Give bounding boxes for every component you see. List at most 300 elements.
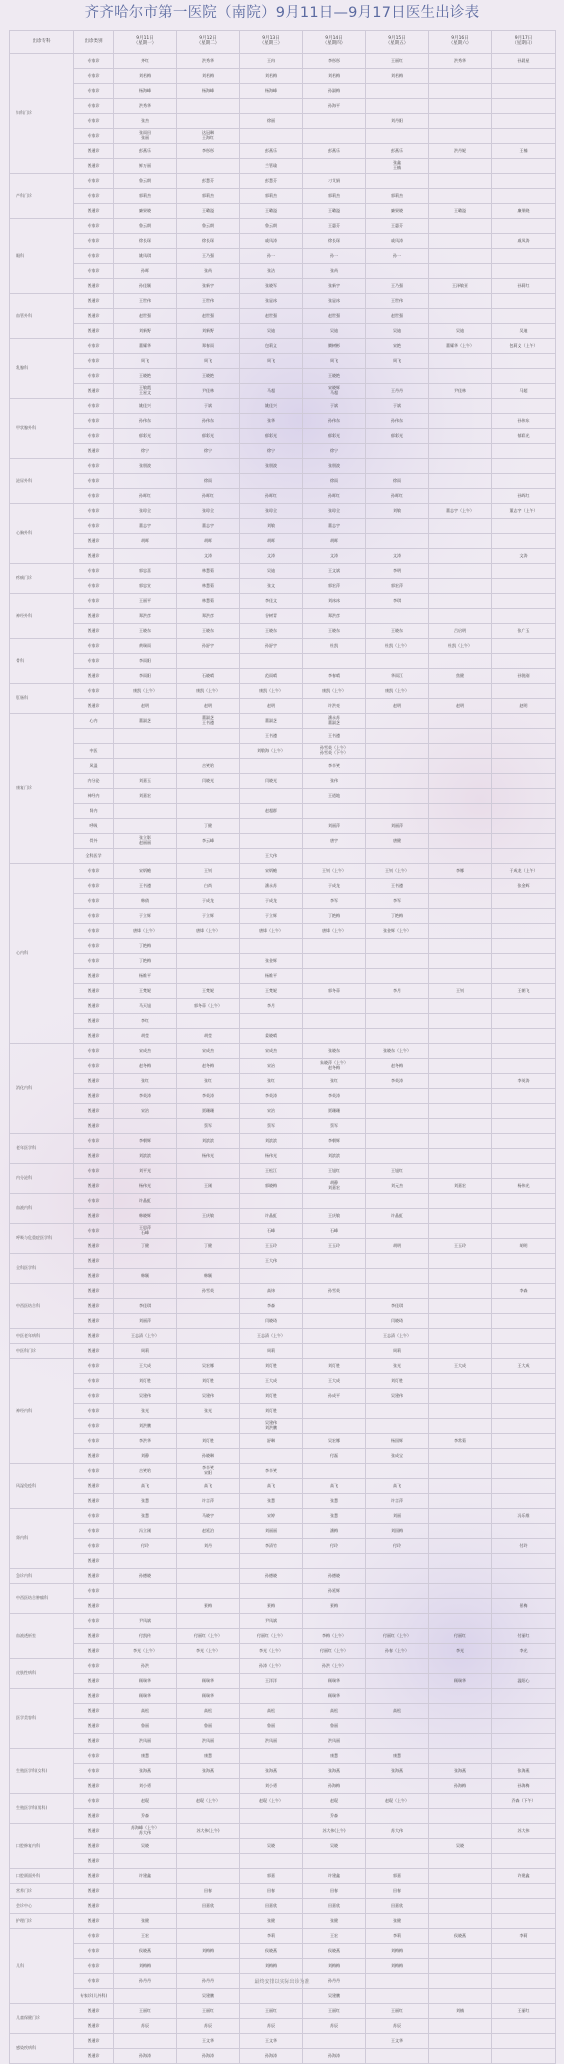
- doctor-cell: 王文华: [240, 2034, 303, 2049]
- schedule-row: [10, 1299, 556, 1314]
- visit-type-cell: 全科医学: [74, 849, 114, 864]
- doctor-cell: [114, 2034, 177, 2049]
- doctor-cell: 贾珊珊: [303, 1104, 366, 1119]
- doctor-cell: 华雨江: [366, 669, 429, 684]
- doctor-cell: 李雨阳: [114, 654, 177, 669]
- doctor-cell: 丁健: [114, 1239, 177, 1254]
- schedule-row: [10, 1344, 556, 1359]
- department-cell: 康复门诊: [10, 714, 74, 864]
- doctor-cell: 康凯（上午）: [303, 684, 366, 699]
- doctor-cell: 刘滨滨: [303, 1149, 366, 1164]
- department-cell: 营养门诊: [10, 1884, 74, 1899]
- doctor-cell: 王玉玲: [303, 1239, 366, 1254]
- doctor-cell: [492, 729, 556, 744]
- doctor-cell: 鲁云朗: [177, 219, 240, 234]
- doctor-cell: 康凯（上午）: [366, 684, 429, 699]
- department-cell: 血管外科: [10, 294, 74, 339]
- doctor-cell: 刘滨滨: [240, 1134, 303, 1149]
- doctor-cell: 赵明: [240, 699, 303, 714]
- doctor-cell: 于成龙（上午）: [492, 864, 556, 879]
- doctor-cell: [366, 939, 429, 954]
- visit-type-cell: 普通诊: [74, 1179, 114, 1194]
- doctor-cell: 刘梅梅: [240, 1959, 303, 1974]
- doctor-cell: [429, 189, 492, 204]
- doctor-cell: 王钊: [177, 864, 240, 879]
- doctor-cell: [114, 819, 177, 834]
- doctor-cell: 许言萍: [177, 1494, 240, 1509]
- doctor-cell: [429, 939, 492, 954]
- schedule-row: [10, 759, 556, 774]
- doctor-cell: 孙丹丹: [177, 1974, 240, 1989]
- doctor-cell: 赵世强: [303, 309, 366, 324]
- visit-type-cell: 专家诊: [74, 1134, 114, 1149]
- doctor-cell: [177, 99, 240, 114]
- doctor-cell: 顾瑞华: [429, 1674, 492, 1689]
- doctor-cell: 王大伟: [240, 1254, 303, 1269]
- doctor-cell: 杨伟光: [240, 1149, 303, 1164]
- doctor-cell: 唐烽（上午）: [303, 924, 366, 939]
- doctor-cell: 张慧: [114, 1494, 177, 1509]
- doctor-cell: 张芮: [303, 264, 366, 279]
- doctor-cell: [492, 849, 556, 864]
- doctor-cell: 王乃强: [366, 279, 429, 294]
- visit-type-cell: 呼吸: [74, 819, 114, 834]
- doctor-cell: 孙海梅: [303, 1779, 366, 1794]
- doctor-cell: 王丽红: [114, 2004, 177, 2019]
- doctor-cell: [303, 1014, 366, 1029]
- doctor-cell: [492, 459, 556, 474]
- visit-type-cell: 普通诊: [74, 669, 114, 684]
- doctor-cell: [492, 1194, 556, 1209]
- schedule-row: [10, 924, 556, 939]
- doctor-cell: [429, 234, 492, 249]
- doctor-cell: 李琪: [366, 594, 429, 609]
- doctor-cell: 蔡军: [303, 1119, 366, 1134]
- doctor-cell: [303, 2034, 366, 2049]
- department-cell: 内分泌科: [10, 1164, 74, 1194]
- doctor-cell: [114, 1899, 177, 1914]
- doctor-cell: 王大成: [429, 1359, 492, 1374]
- visit-type-cell: 普通诊: [74, 1719, 114, 1734]
- doctor-cell: 郑洪彦: [303, 609, 366, 624]
- doctor-cell: 王世伟: [366, 294, 429, 309]
- schedule-row: [10, 804, 556, 819]
- visit-type-cell: [74, 729, 114, 744]
- doctor-cell: 景梅: [303, 1599, 366, 1614]
- doctor-cell: 李莉: [492, 1929, 556, 1944]
- schedule-row: [10, 654, 556, 669]
- doctor-cell: 王晓东: [240, 624, 303, 639]
- visit-type-cell: 专家诊: [74, 1764, 114, 1779]
- doctor-cell: 王书遵: [114, 879, 177, 894]
- doctor-cell: [240, 759, 303, 774]
- doctor-cell: 丁艳梅: [366, 909, 429, 924]
- doctor-cell: 包莉义（上午）: [492, 339, 556, 354]
- doctor-cell: 洪凤丽: [114, 1734, 177, 1749]
- doctor-cell: 张显冰: [303, 294, 366, 309]
- doctor-cell: [492, 444, 556, 459]
- doctor-cell: 高飞: [240, 1479, 303, 1494]
- doctor-cell: 文涛: [366, 549, 429, 564]
- doctor-cell: [303, 804, 366, 819]
- doctor-cell: 鲁云朗: [114, 219, 177, 234]
- doctor-cell: [303, 1404, 366, 1419]
- doctor-cell: 刘滨滨: [114, 1149, 177, 1164]
- schedule-row: [10, 1074, 556, 1089]
- doctor-cell: 康慧: [303, 1749, 366, 1764]
- doctor-cell: 付玲: [492, 1539, 556, 1554]
- doctor-cell: 唐健: [366, 834, 429, 849]
- doctor-cell: [492, 1809, 556, 1824]
- doctor-cell: 王梵妮: [240, 984, 303, 999]
- doctor-cell: [429, 1689, 492, 1704]
- doctor-cell: 冯立刚: [114, 1524, 177, 1539]
- doctor-cell: 孙海梅: [429, 1779, 492, 1794]
- doctor-cell: 顾瑞华: [177, 1674, 240, 1689]
- doctor-cell: 于成龙: [240, 894, 303, 909]
- visit-type-cell: 专家诊: [74, 1434, 114, 1449]
- schedule-row: [10, 429, 556, 444]
- schedule-row: [10, 384, 556, 399]
- doctor-cell: 王楠: [492, 144, 556, 159]
- doctor-cell: [492, 1944, 556, 1959]
- doctor-cell: [366, 1089, 429, 1104]
- doctor-cell: 宋治: [114, 1104, 177, 1119]
- visit-type-cell: 普通诊: [74, 279, 114, 294]
- doctor-cell: 刘敏: [366, 504, 429, 519]
- doctor-cell: [429, 759, 492, 774]
- doctor-cell: [429, 1569, 492, 1584]
- doctor-cell: 王文斌: [303, 564, 366, 579]
- doctor-cell: 张晓东: [303, 1044, 366, 1059]
- schedule-row: [10, 1434, 556, 1449]
- doctor-cell: [177, 1584, 240, 1599]
- doctor-cell: 李英涛: [492, 1074, 556, 1089]
- schedule-row: [10, 459, 556, 474]
- doctor-cell: [492, 1494, 556, 1509]
- visit-type-cell: 专家诊: [74, 1194, 114, 1209]
- doctor-cell: [303, 129, 366, 144]
- doctor-cell: 赵超群: [240, 804, 303, 819]
- doctor-cell: 张芮: [177, 264, 240, 279]
- visit-type-cell: 普通诊: [74, 1914, 114, 1929]
- doctor-cell: [429, 1224, 492, 1239]
- doctor-cell: [177, 459, 240, 474]
- schedule-row: [10, 894, 556, 909]
- schedule-row: [10, 1479, 556, 1494]
- doctor-cell: 景梅: [240, 1599, 303, 1614]
- doctor-cell: 孙海平: [303, 99, 366, 114]
- doctor-cell: 顾瑞华: [177, 1689, 240, 1704]
- header-day: 9月14日 （星期四）: [303, 31, 366, 54]
- visit-type-cell: 普通诊: [74, 444, 114, 459]
- department-cell: 乳腺科: [10, 339, 74, 399]
- doctor-cell: [492, 564, 556, 579]
- doctor-cell: [177, 1659, 240, 1674]
- doctor-cell: [492, 1029, 556, 1044]
- doctor-cell: [492, 519, 556, 534]
- visit-type-cell: 普通诊: [74, 1824, 114, 1839]
- doctor-cell: [492, 1404, 556, 1419]
- doctor-cell: 吴建伟 刘洪鹏: [240, 1419, 303, 1434]
- doctor-cell: 焦健: [429, 669, 492, 684]
- doctor-cell: 郁彩光: [240, 429, 303, 444]
- doctor-cell: 唐烽（上午）: [240, 924, 303, 939]
- department-cell: 口腔修复内科: [10, 1824, 74, 1869]
- department-cell: 心内科: [10, 864, 74, 1044]
- doctor-cell: 徐长琛: [177, 234, 240, 249]
- doctor-cell: 李月: [240, 999, 303, 1014]
- visit-type-cell: 专家诊: [74, 1059, 114, 1074]
- doctor-cell: [114, 1884, 177, 1899]
- doctor-cell: [114, 549, 177, 564]
- doctor-cell: 乔森: [114, 1809, 177, 1824]
- doctor-cell: [366, 129, 429, 144]
- doctor-cell: 张伟: [303, 774, 366, 789]
- doctor-cell: [492, 1659, 556, 1674]
- doctor-cell: 孙伟东: [366, 414, 429, 429]
- doctor-cell: [240, 1749, 303, 1764]
- doctor-cell: [429, 474, 492, 489]
- doctor-cell: 刘若梅: [303, 69, 366, 84]
- doctor-cell: 韩颖: [177, 1269, 240, 1284]
- doctor-cell: [177, 1329, 240, 1344]
- doctor-cell: 丁健: [177, 1239, 240, 1254]
- doctor-cell: [429, 684, 492, 699]
- doctor-cell: [303, 1194, 366, 1209]
- visit-type-cell: 专家诊: [74, 99, 114, 114]
- schedule-row: [10, 1209, 556, 1224]
- doctor-cell: 孙莉红: [492, 279, 556, 294]
- visit-type-cell: 普通诊: [74, 1854, 114, 1869]
- doctor-cell: 王道地: [303, 789, 366, 804]
- doctor-cell: 宋晓辉 马超: [303, 384, 366, 399]
- doctor-cell: [114, 1554, 177, 1569]
- doctor-cell: 董淑芝: [240, 714, 303, 729]
- doctor-cell: 李月: [366, 984, 429, 999]
- visit-type-cell: 普通诊: [74, 1269, 114, 1284]
- visit-type-cell: 专家诊: [74, 459, 114, 474]
- doctor-cell: 刘灯胜: [114, 1374, 177, 1389]
- doctor-cell: 刘灯胜: [240, 1404, 303, 1419]
- schedule-row: [10, 774, 556, 789]
- doctor-cell: [177, 1419, 240, 1434]
- schedule-row: [10, 1659, 556, 1674]
- doctor-cell: [429, 264, 492, 279]
- schedule-row: [10, 1944, 556, 1959]
- doctor-cell: 孙一: [303, 249, 366, 264]
- schedule-row: [10, 1794, 556, 1809]
- doctor-cell: [492, 1059, 556, 1074]
- doctor-cell: [114, 804, 177, 819]
- doctor-cell: 李辛笑: [240, 1464, 303, 1479]
- doctor-cell: [177, 1314, 240, 1329]
- department-cell: 泌尿外科: [10, 459, 74, 504]
- doctor-cell: [429, 1809, 492, 1824]
- visit-type-cell: 专家诊: [74, 879, 114, 894]
- doctor-cell: 鲁丽: [114, 1719, 177, 1734]
- schedule-row: [10, 489, 556, 504]
- schedule-row: [10, 1899, 556, 1914]
- doctor-cell: 鲁云朗: [114, 174, 177, 189]
- doctor-cell: 刘丽: [366, 1509, 429, 1524]
- visit-type-cell: 普通诊: [74, 159, 114, 174]
- schedule-row: [10, 789, 556, 804]
- doctor-cell: [240, 1989, 303, 2004]
- doctor-cell: 李光（上午）: [177, 1644, 240, 1659]
- doctor-cell: 付凯传: [114, 1629, 177, 1644]
- doctor-cell: [429, 909, 492, 924]
- schedule-row: [10, 1599, 556, 1614]
- doctor-cell: 侯晓燕: [114, 1944, 177, 1959]
- department-cell: 生殖医学科(男科): [10, 1794, 74, 1824]
- doctor-cell: [177, 114, 240, 129]
- doctor-cell: [177, 1929, 240, 1944]
- doctor-cell: 李雨阳: [114, 669, 177, 684]
- schedule-row: [10, 1779, 556, 1794]
- doctor-cell: [429, 519, 492, 534]
- doctor-cell: 于立辉: [240, 909, 303, 924]
- doctor-cell: 付丽红（上午）: [303, 1644, 366, 1659]
- doctor-cell: 苏辰: [303, 2019, 366, 2034]
- doctor-cell: [114, 759, 177, 774]
- doctor-cell: 杨海峰: [114, 84, 177, 99]
- doctor-cell: [303, 1854, 366, 1869]
- doctor-cell: [492, 354, 556, 369]
- doctor-cell: 高松: [303, 1704, 366, 1719]
- department-cell: 会诊中心: [10, 1899, 74, 1914]
- doctor-cell: 徐宁: [240, 444, 303, 459]
- doctor-cell: 李莉: [240, 1929, 303, 1944]
- schedule-row: [10, 1494, 556, 1509]
- doctor-cell: 王宏: [114, 1929, 177, 1944]
- doctor-cell: [366, 459, 429, 474]
- doctor-cell: [303, 1269, 366, 1284]
- doctor-cell: 李娜: [429, 864, 492, 879]
- visit-type-cell: 专家诊: [74, 1539, 114, 1554]
- schedule-row: [10, 699, 556, 714]
- doctor-cell: [366, 534, 429, 549]
- doctor-cell: 王璐溢: [429, 204, 492, 219]
- doctor-cell: [492, 294, 556, 309]
- doctor-cell: 孙海涛: [240, 2049, 303, 2064]
- schedule-table: [9, 30, 556, 2064]
- doctor-cell: 王庆敏: [177, 1209, 240, 1224]
- doctor-cell: [492, 129, 556, 144]
- doctor-cell: 戚凤涛: [492, 234, 556, 249]
- doctor-cell: 石峰: [240, 1224, 303, 1239]
- doctor-cell: 张晓东（上午）: [366, 1044, 429, 1059]
- doctor-cell: 马晓宇: [177, 1509, 240, 1524]
- doctor-cell: [177, 969, 240, 984]
- doctor-cell: 侯晓燕: [240, 1944, 303, 1959]
- doctor-cell: 李军: [366, 894, 429, 909]
- doctor-cell: 刘平光: [114, 1164, 177, 1179]
- doctor-cell: [429, 1449, 492, 1464]
- visit-type-cell: 普通诊: [74, 1149, 114, 1164]
- visit-type-cell: 专家诊: [74, 1164, 114, 1179]
- doctor-cell: 吕启明: [429, 624, 492, 639]
- doctor-cell: 胡明: [492, 1239, 556, 1254]
- department-cell: 消化内科: [10, 1044, 74, 1134]
- doctor-cell: 杨国辉: [366, 1434, 429, 1449]
- schedule-row: [10, 2019, 556, 2034]
- schedule-row: [10, 474, 556, 489]
- schedule-row: [10, 1089, 556, 1104]
- doctor-cell: 王璐溢: [303, 204, 366, 219]
- doctor-cell: 张琼全: [240, 504, 303, 519]
- doctor-cell: 郭莉杰: [240, 189, 303, 204]
- visit-type-cell: 普通诊: [74, 1689, 114, 1704]
- doctor-cell: 董淑芝: [114, 714, 177, 729]
- doctor-cell: 赵琨: [114, 1794, 177, 1809]
- doctor-cell: [429, 219, 492, 234]
- visit-type-cell: 专家诊: [74, 339, 114, 354]
- doctor-cell: [429, 1059, 492, 1074]
- doctor-cell: 唐烽（上午）: [177, 924, 240, 939]
- doctor-cell: [492, 1149, 556, 1164]
- doctor-cell: 张光: [366, 1359, 429, 1374]
- doctor-cell: 王朝飞: [492, 984, 556, 999]
- doctor-cell: [492, 1584, 556, 1599]
- doctor-cell: [429, 174, 492, 189]
- doctor-cell: [303, 1419, 366, 1434]
- schedule-row: [10, 519, 556, 534]
- doctor-cell: 赵明: [492, 699, 556, 714]
- doctor-cell: 孙德晓: [114, 1569, 177, 1584]
- doctor-cell: [429, 309, 492, 324]
- doctor-cell: 李英涛: [366, 1074, 429, 1089]
- doctor-cell: 谷树青: [240, 609, 303, 624]
- schedule-row: [10, 279, 556, 294]
- doctor-cell: [366, 1269, 429, 1284]
- visit-type-cell: 普通诊: [74, 1239, 114, 1254]
- doctor-cell: 高飞: [303, 1479, 366, 1494]
- doctor-cell: [366, 174, 429, 189]
- doctor-cell: 鲁丽: [240, 1719, 303, 1734]
- doctor-cell: [429, 1194, 492, 1209]
- doctor-cell: 郁彩光: [303, 429, 366, 444]
- visit-type-cell: 专家诊: [74, 1959, 114, 1974]
- doctor-cell: 王文华: [177, 2034, 240, 2049]
- schedule-row: [10, 1119, 556, 1134]
- doctor-cell: 郭莉杰: [366, 189, 429, 204]
- visit-type-cell: 专家诊: [74, 399, 114, 414]
- doctor-cell: [429, 1329, 492, 1344]
- doctor-cell: 潘梅: [303, 1524, 366, 1539]
- doctor-cell: 闫晓光: [177, 774, 240, 789]
- doctor-cell: [177, 1914, 240, 1929]
- doctor-cell: [366, 954, 429, 969]
- schedule-row: [10, 954, 556, 969]
- schedule-row: [10, 1719, 556, 1734]
- doctor-cell: [177, 1839, 240, 1854]
- doctor-cell: 高松: [366, 1704, 429, 1719]
- visit-type-cell: 专家诊: [74, 354, 114, 369]
- doctor-cell: [303, 999, 366, 1014]
- doctor-cell: [429, 594, 492, 609]
- doctor-cell: 王庆敏: [303, 1209, 366, 1224]
- doctor-cell: [492, 684, 556, 699]
- doctor-cell: 刘梅梅: [177, 1944, 240, 1959]
- visit-type-cell: 内分泌: [74, 774, 114, 789]
- doctor-cell: 鲁丽: [303, 1719, 366, 1734]
- doctor-cell: [240, 1554, 303, 1569]
- doctor-cell: [429, 564, 492, 579]
- doctor-cell: 尹凤斌: [114, 1614, 177, 1629]
- doctor-cell: [429, 1029, 492, 1044]
- schedule-row: [10, 189, 556, 204]
